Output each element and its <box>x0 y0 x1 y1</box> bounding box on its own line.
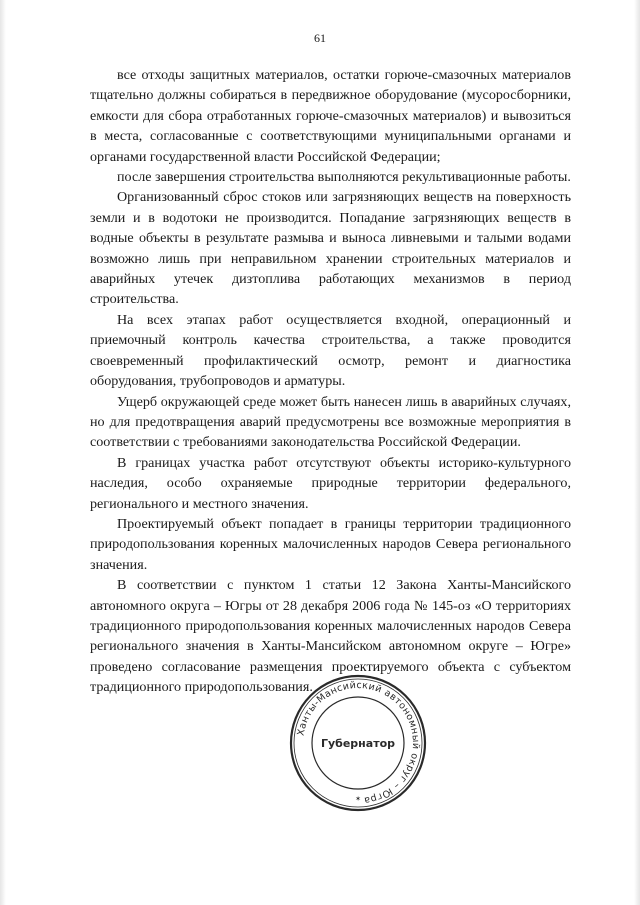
paragraph-recultivation: после завершения строительства выполняются рекультивационные работы. <box>117 169 571 186</box>
scan-edge-right <box>634 0 640 905</box>
seal-ring-text: Ханты-Мансийский автономный округ – Югра <box>295 679 422 806</box>
paragraph-discharge: Организованный сброс стоков или загрязняющих веществ на поверхность земли и в водотоки не производится. Попадание загрязняющих веществ в водные объекты в результате размыва и выноса ливневыми и талыми водами возможно лишь при неправильном хранении строительных материалов и аварийных утечек дизтоплива работающих механизмов в период строительства. <box>90 189 571 308</box>
seal-graphic <box>288 673 428 813</box>
scan-edge-left <box>0 0 6 905</box>
seal-star-mark: ✶ <box>355 795 361 803</box>
paragraph-quality-control: На всех этапах работ осуществляется входной, операционный и приемочный контроль качества строительства, а также проводится своевременный профилактический осмотр, ремонт и диагностика оборудования, трубопроводов и арматуры. <box>90 311 571 390</box>
page-number: 61 <box>314 31 326 45</box>
governor-seal <box>288 673 428 813</box>
seal-center-text: Губернатор <box>320 737 396 750</box>
document-body <box>90 65 571 698</box>
paragraph-law-reference: В соответствии с пунктом 1 статьи 12 Закона Ханты-Мансийского автономного округа – Югры от 28 декабря 2006 года № 145-оз «О территориях традиционного природопользования коренных малочисленных народов Севера регионального значения в Ханты-Мансийском автономном округе – Югре» проведено согласование размещения проектируемого объекта с субъектом традиционного природопользования. <box>90 577 571 696</box>
paragraph-territory: Проектируемый объект попадает в границы территории традиционного природопользования коренных малочисленных народов Севера регионального значения. <box>90 515 571 573</box>
paragraph-waste-disposal: все отходы защитных материалов, остатки горюче-смазочных материалов тщательно должны собираться в передвижное оборудование (мусоросборники, емкости для сбора отработанных горюче-смазочных материалов) и вывозиться в места, согласованные с соответствующими муниципальными органами и органами государственной власти Российской Федерации; <box>90 67 571 165</box>
paragraph-heritage-objects: В границах участка работ отсутствуют объекты историко-культурного наследия, особо охраняемые природные территории федерального, регионального и местного значения. <box>90 454 571 512</box>
paragraph-environmental-damage: Ущерб окружающей среде может быть нанесен лишь в аварийных случаях, но для предотвращения аварий предусмотрены все возможные мероприятия в соответствии с требованиями законодательства Российской Федерации. <box>90 393 571 451</box>
